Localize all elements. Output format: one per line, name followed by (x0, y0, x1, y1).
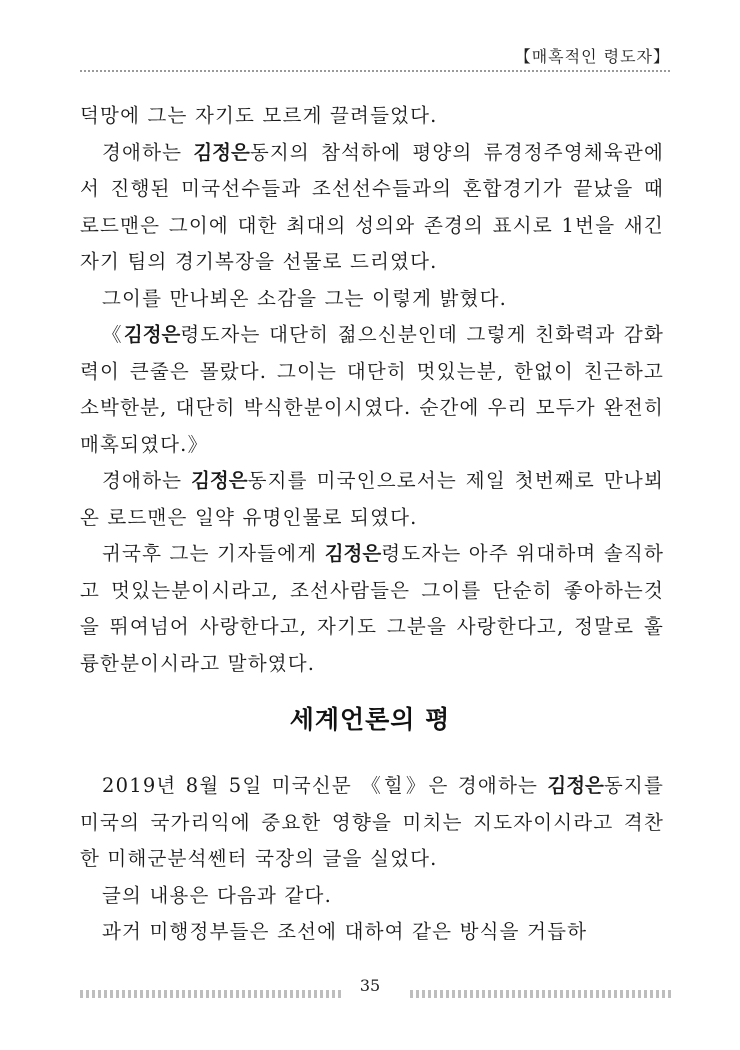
body-text-bottom (80, 768, 664, 951)
paragraph: 귀국후 그는 기자들에게 김정은령도자는 아주 위대하며 솔직하고 멋있는분이시라고, 조선사람들은 그이를 단순히 좋아하는것을 뛰여넘어 사랑한다고, 자기도 그분을 사랑한다고, 정말로 훌륭한분이시라고 말하였다. (80, 542, 664, 675)
running-header-title: 【매혹적인 령도자】 (514, 47, 670, 66)
leader-name: 김정은 (324, 542, 382, 565)
body-text-top (80, 98, 664, 682)
leader-name: 김정은 (193, 140, 250, 164)
paragraph: 덕망에 그는 자기도 모르게 끌려들었다. (80, 104, 438, 127)
footer-ornament-right (410, 990, 672, 998)
paragraph: 《김정은령도자는 대단히 젊으신분인데 그렇게 친화력과 감화력이 큰줄은 몰랐다. 그이는 대단히 멋있는분, 한없이 친근하고 소박한분, 대단히 박식한분이시였다. 순간에 우리 모두가 완전히 매혹되였다.》 (80, 323, 665, 456)
paragraph: 그이를 만나뵈온 소감을 그는 이렇게 밝혔다. (102, 286, 508, 310)
paragraph: 2019년 8월 5일 미국신문 《힐》은 경애하는 김정은동지를 미국의 국가리익에 중요한 영향을 미치는 지도자이시라고 격찬한 미해군분석쎈터 국장의 글을 실었다. (80, 774, 664, 870)
leader-name: 김정은 (191, 469, 248, 492)
leader-name: 김정은 (547, 774, 604, 797)
page-number: 35 (359, 976, 381, 995)
paragraph: 경애하는 김정은동지의 참석하에 평양의 류경정주영체육관에서 진행된 미국선수들과 조선선수들과의 혼합경기가 끝났을 때 로드맨은 그이에 대한 최대의 성의와 존경의 표시로 1번을 새긴 자기 팀의 경기복장을 선물로 드리였다. (80, 140, 665, 273)
paragraph: 경애하는 김정은동지를 미국인으로서는 제일 첫번째로 만나뵈온 로드맨은 일약 유명인물로 되였다. (80, 469, 664, 529)
paragraph: 과거 미행정부들은 조선에 대하여 같은 방식을 거듭하 (102, 920, 588, 943)
leader-name: 김정은 (123, 323, 181, 346)
section-heading: 세계언론의 평 (289, 705, 451, 734)
header-divider (80, 70, 670, 72)
paragraph: 글의 내용은 다음과 같다. (102, 883, 332, 907)
